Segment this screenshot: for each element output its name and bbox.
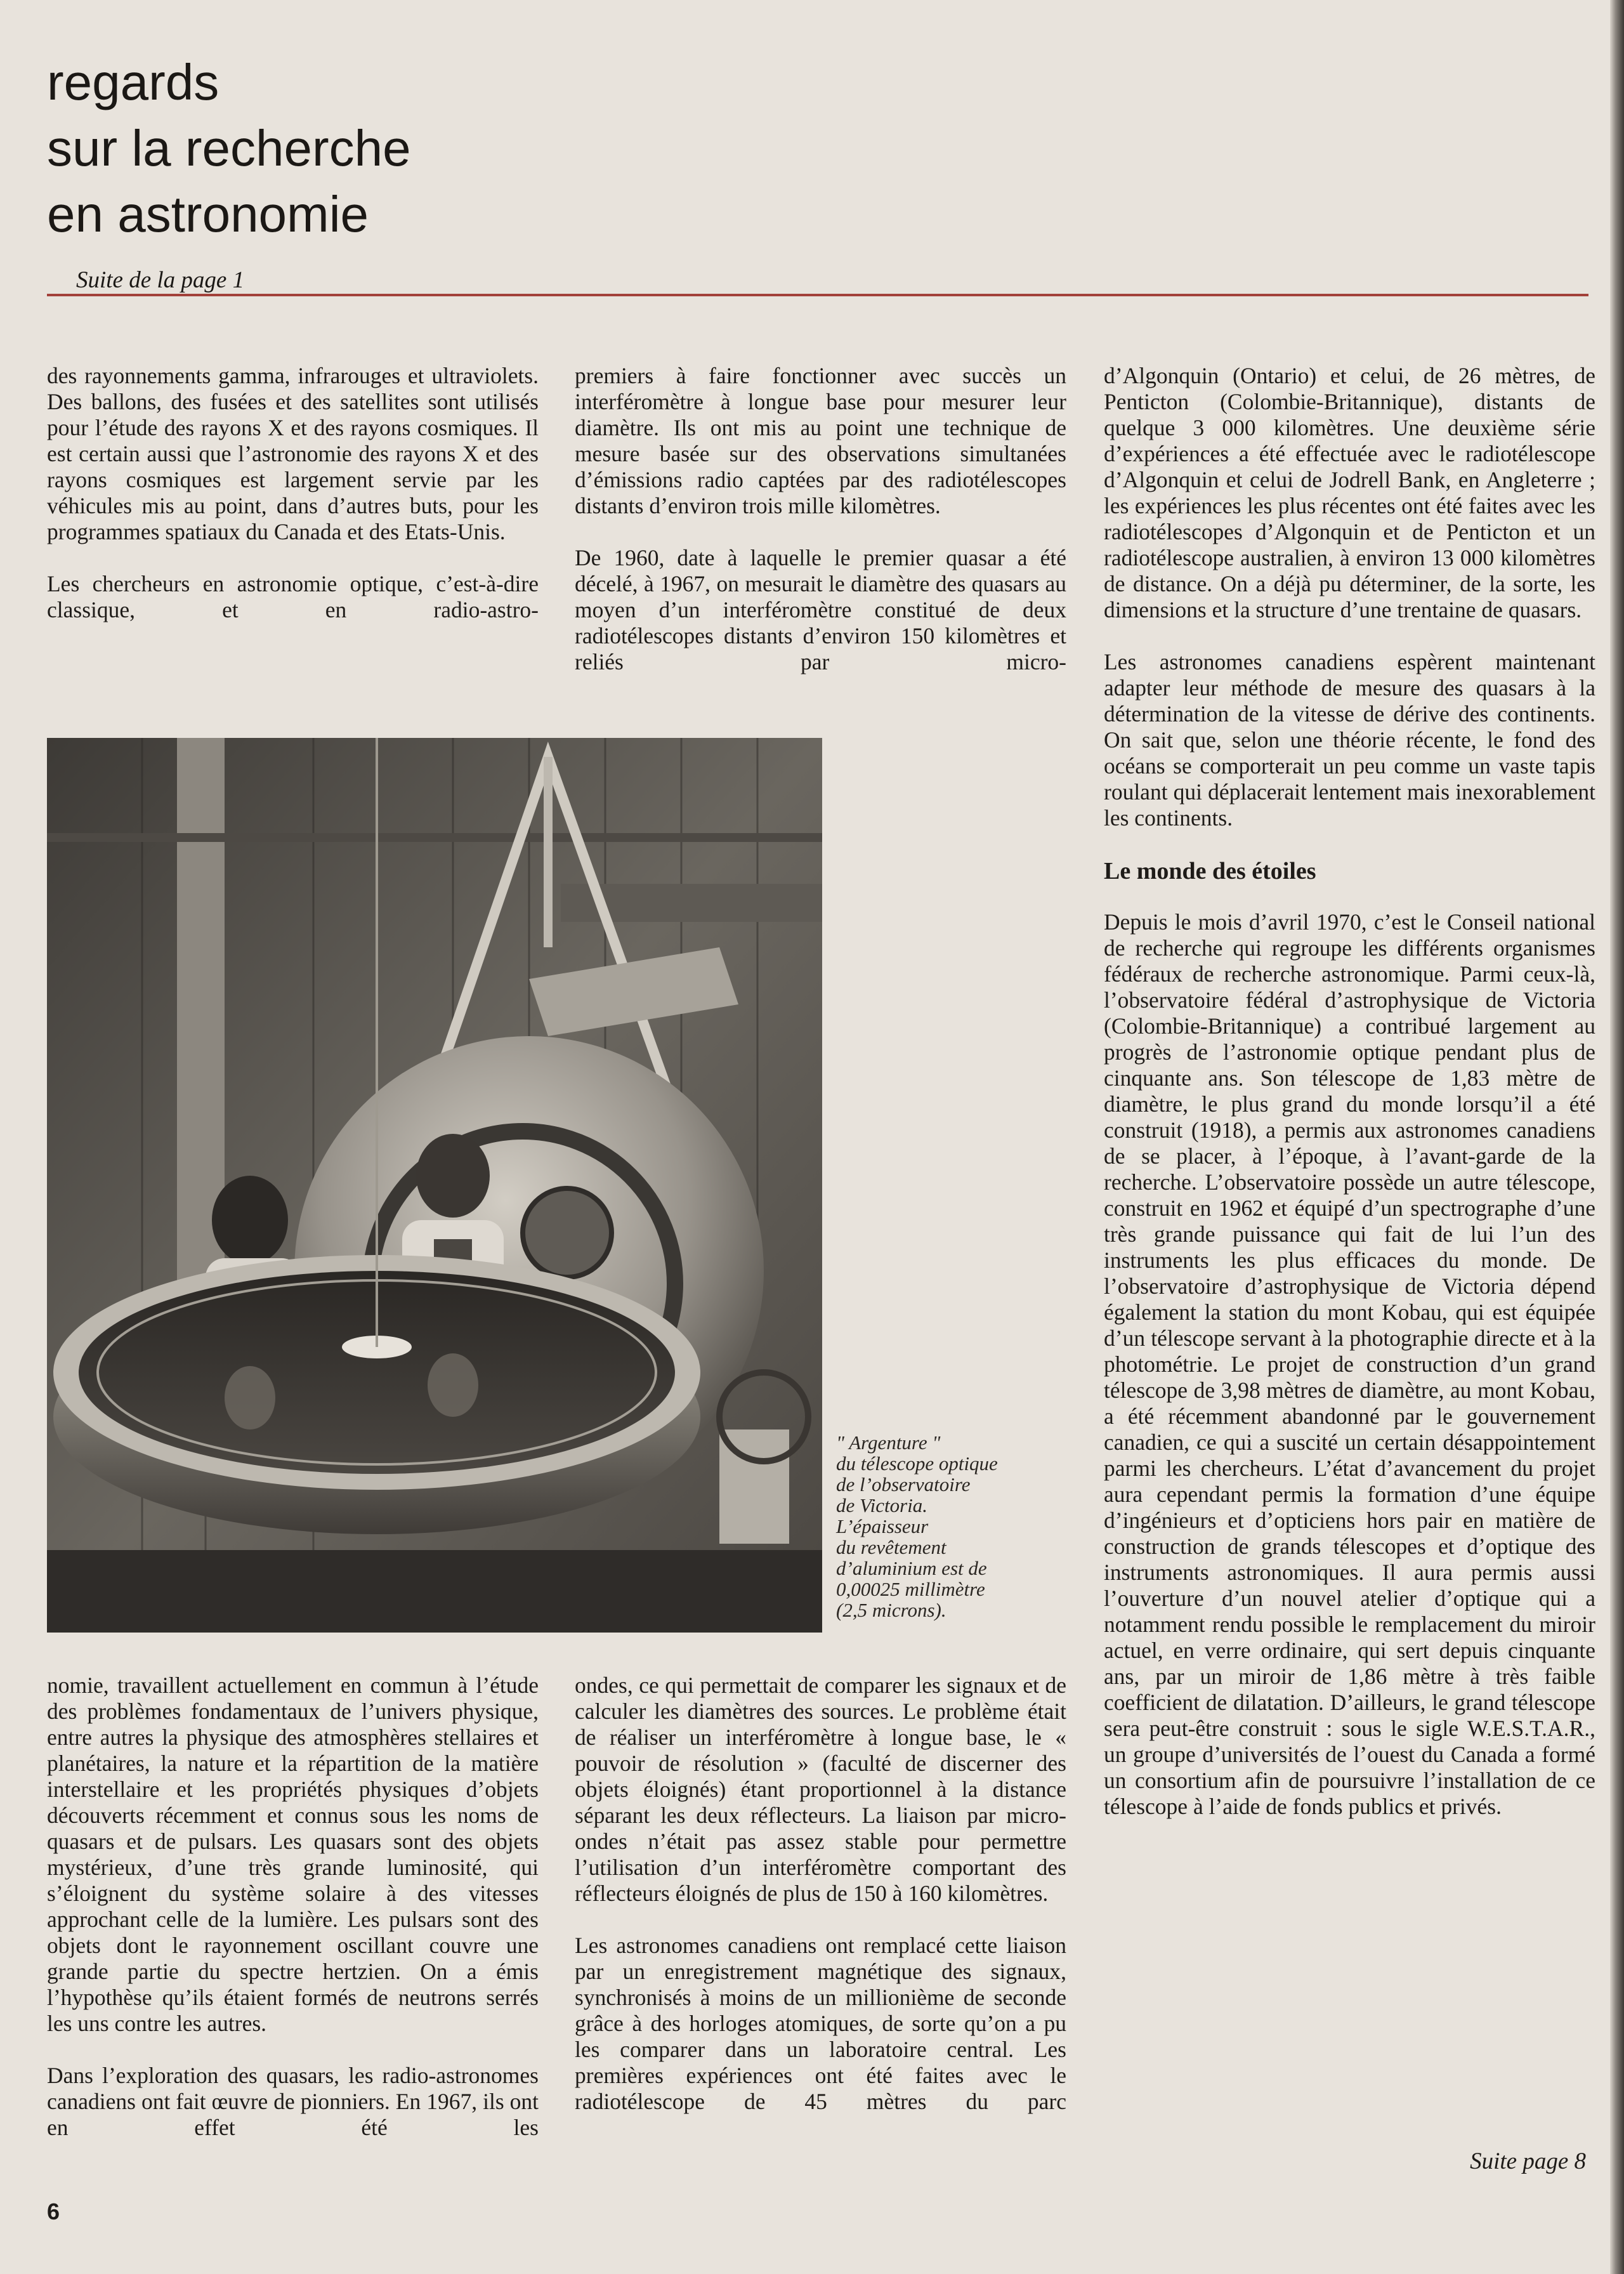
title-rule (47, 294, 1588, 296)
caption-line: du télescope optique (836, 1452, 998, 1475)
photo-caption (836, 1432, 1084, 1620)
paragraph: premiers à faire fonctionner avec succès un interféromètre à longue base pour mesurer leur diamètre. Ils ont mis au point une technique de mesure basée sur des observations simultanées d’émissions radio captées par des radiotélescopes distants d’environ trois mille kilomètres. (575, 363, 1066, 518)
continued-to-link: Suite page 8 (1470, 2148, 1586, 2174)
paragraph: Les astronomes canadiens ont remplacé cette liaison par un enregistrement magnétique des signaux, synchronisés à moins de un millionième de seconde grâce à des horloges atomiques, de sorte qu’on a pu les comparer dans un laboratoire central. Les premières expériences ont été faites avec le radiotélescope de 45 mètres du parc (575, 1933, 1066, 2114)
column-3 (1104, 363, 1595, 1820)
column-2-bottom (575, 1673, 1066, 2115)
page-number: 6 (47, 2198, 60, 2225)
paragraph: Les astronomes canadiens espèrent maintenant adapter leur méthode de mesure des quasars à la détermination de la vitesse de dérive des continents. On sait que, selon une théorie récente, le fond des océans se comporterait un peu comme un vaste tapis roulant qui déplacerait lentement mais inexorablement les continents. (1104, 649, 1595, 831)
continued-from: Suite de la page 1 (76, 267, 245, 293)
paragraph: ondes, ce qui permettait de comparer les signaux et de calculer les diamètres des sources. Le problème était de réaliser un interféromètre à longue base, le « pouvoir de résolution » (faculté de discerner des objets éloignés) étant proportionnel à la distance séparant les deux réflecteurs. La liaison par micro-ondes n’était pas assez stable pour permettre l’utilisation d’un interféromètre comportant des réflecteurs éloignés de plus de 150 à 160 kilomètres. (575, 1673, 1066, 1906)
paragraph: Les chercheurs en astronomie optique, c’est-à-dire classique, et en radio-astro- (47, 571, 539, 622)
column-1-bottom (47, 1673, 539, 2141)
paragraph: des rayonnements gamma, infrarouges et ultraviolets. Des ballons, des fusées et des satellites sont utilisés pour l’étude des rayons X et des rayons cosmiques. Il est certain aussi que l’astronomie des rayons X et des rayons cosmiques est largement servie par les véhicules mis au point, dans d’autres buts, pour les programmes spatiaux du Canada et des Etats-Unis. (47, 363, 539, 544)
paragraph: d’Algonquin (Ontario) et celui, de 26 mètres, de Penticton (Colombie-Britannique), distants de quelque 3 000 kilomètres. Une deuxième série d’expériences a été effectuée avec le radiotélescope d’Algonquin et celui de Jodrell Bank, en Angleterre ; les expériences les plus récentes ont été faites avec les radiotélescopes d’Algonquin et de Penticton et un radiotélescope australien, à environ 13 000 kilomètres de distance. On a déjà pu déterminer, de la sorte, les dimensions et la structure d’une trentaine de quasars. (1104, 363, 1595, 622)
caption-line: de Victoria. (836, 1494, 928, 1516)
paragraph: Dans l’exploration des quasars, les radio-astronomes canadiens ont fait œuvre de pionniers. En 1967, ils ont en effet été les (47, 2063, 539, 2140)
caption-line: " Argenture " (836, 1431, 941, 1454)
page-binding-edge (1610, 0, 1624, 2274)
title-line-2: sur la recherche (47, 120, 411, 176)
paragraph: De 1960, date à laquelle le premier quasar a été décelé, à 1967, on mesurait le diamètre des quasars au moyen d’un interféromètre constitué de deux radiotélescopes distants d’environ 150 kilomètres et reliés par micro- (575, 545, 1066, 674)
paragraph: nomie, travaillent actuellement en commun à l’étude des problèmes fondamentaux de l’univers physique, entre autres la physique des atmosphères stellaires et planétaires, la nature et la répartition de la matière interstellaire et les propriétés physiques d’objets découverts récemment et connus sous les noms de quasars et de pulsars. Les quasars sont des objets mystérieux, d’une très grande luminosité, qui s’éloignent du système solaire à des vitesses approchant celle de la lumière. Les pulsars sont des objets dont le rayonnement oscillant couvre une grande partie du spectre hertzien. On a émis l’hypothèse qu’ils étaient formés de neutrons serrés les uns contre les autres. (47, 1673, 539, 2036)
article-title (47, 49, 935, 313)
title-line-1: regards (47, 54, 219, 110)
caption-line: L’épaisseur (836, 1515, 929, 1537)
caption-line: (2,5 microns). (836, 1599, 946, 1621)
telescope-mirror-photo (47, 738, 822, 1633)
caption-line: du revêtement (836, 1536, 946, 1558)
column-1-top (47, 363, 539, 623)
show-through-text (1078, 108, 1599, 178)
column-2-top (575, 363, 1066, 675)
caption-line: 0,00025 millimètre (836, 1578, 985, 1600)
photo-illustration (47, 738, 822, 1633)
caption-line: de l’observatoire (836, 1473, 971, 1495)
title-line-3-text: en astronomie (47, 186, 369, 242)
paragraph: Depuis le mois d’avril 1970, c’est le Conseil national de recherche qui regroupe les différents organismes fédéraux de recherche astronomique. Parmi ceux-là, l’observatoire fédéral d’astrophysique de Victoria (Colombie-Britannique) a contribué largement au progrès de l’astronomie optique pendant plus de cinquante ans. Son télescope de 1,83 mètre de diamètre, le plus grand du monde lorsqu’il a été construit (1918), a permis aux astronomes canadiens de se placer, à l’époque, à l’avant-garde de la recherche. L’observatoire possède un autre télescope, construit en 1962 et équipé d’un spectrographe d’une très grande puissance qui fait de lui l’un des instruments les plus efficaces du monde. De l’observatoire d’astrophysique de Victoria dépend également la station du mont Kobau, qui est équipée d’un télescope servant à la photographie directe et à la photométrie. Le projet de construction d’un grand télescope de 3,98 mètres de diamètre, au mont Kobau, a été récemment abandonné par le gouvernement canadien, ce qui a suscité un certain désappointement parmi les chercheurs. L’état d’avancement du projet aura cependant permis la formation d’une équipe d’ingénieurs et d’opticiens hors pair en matière de construction de grands télescopes et d’optique des instruments astronomiques. Il aura permis aussi l’ouverture d’un nouvel atelier d’optique qui a notamment rendu possible le remplacement du miroir actuel, en verre ordinaire, qui sert depuis cinquante ans, par un miroir de 1,86 mètre à très faible coefficient de dilatation. D’ailleurs, le grand télescope sera peut-être construit : sous le sigle W.E.S.T.A.R., un groupe d’universités de l’ouest du Canada a formé un consortium afin de poursuivre l’installation de ce télescope à l’aide de fonds publics et privés. (1104, 909, 1595, 1819)
caption-line: d’aluminium est de (836, 1557, 987, 1579)
section-heading: Le monde des étoiles (1104, 858, 1316, 884)
